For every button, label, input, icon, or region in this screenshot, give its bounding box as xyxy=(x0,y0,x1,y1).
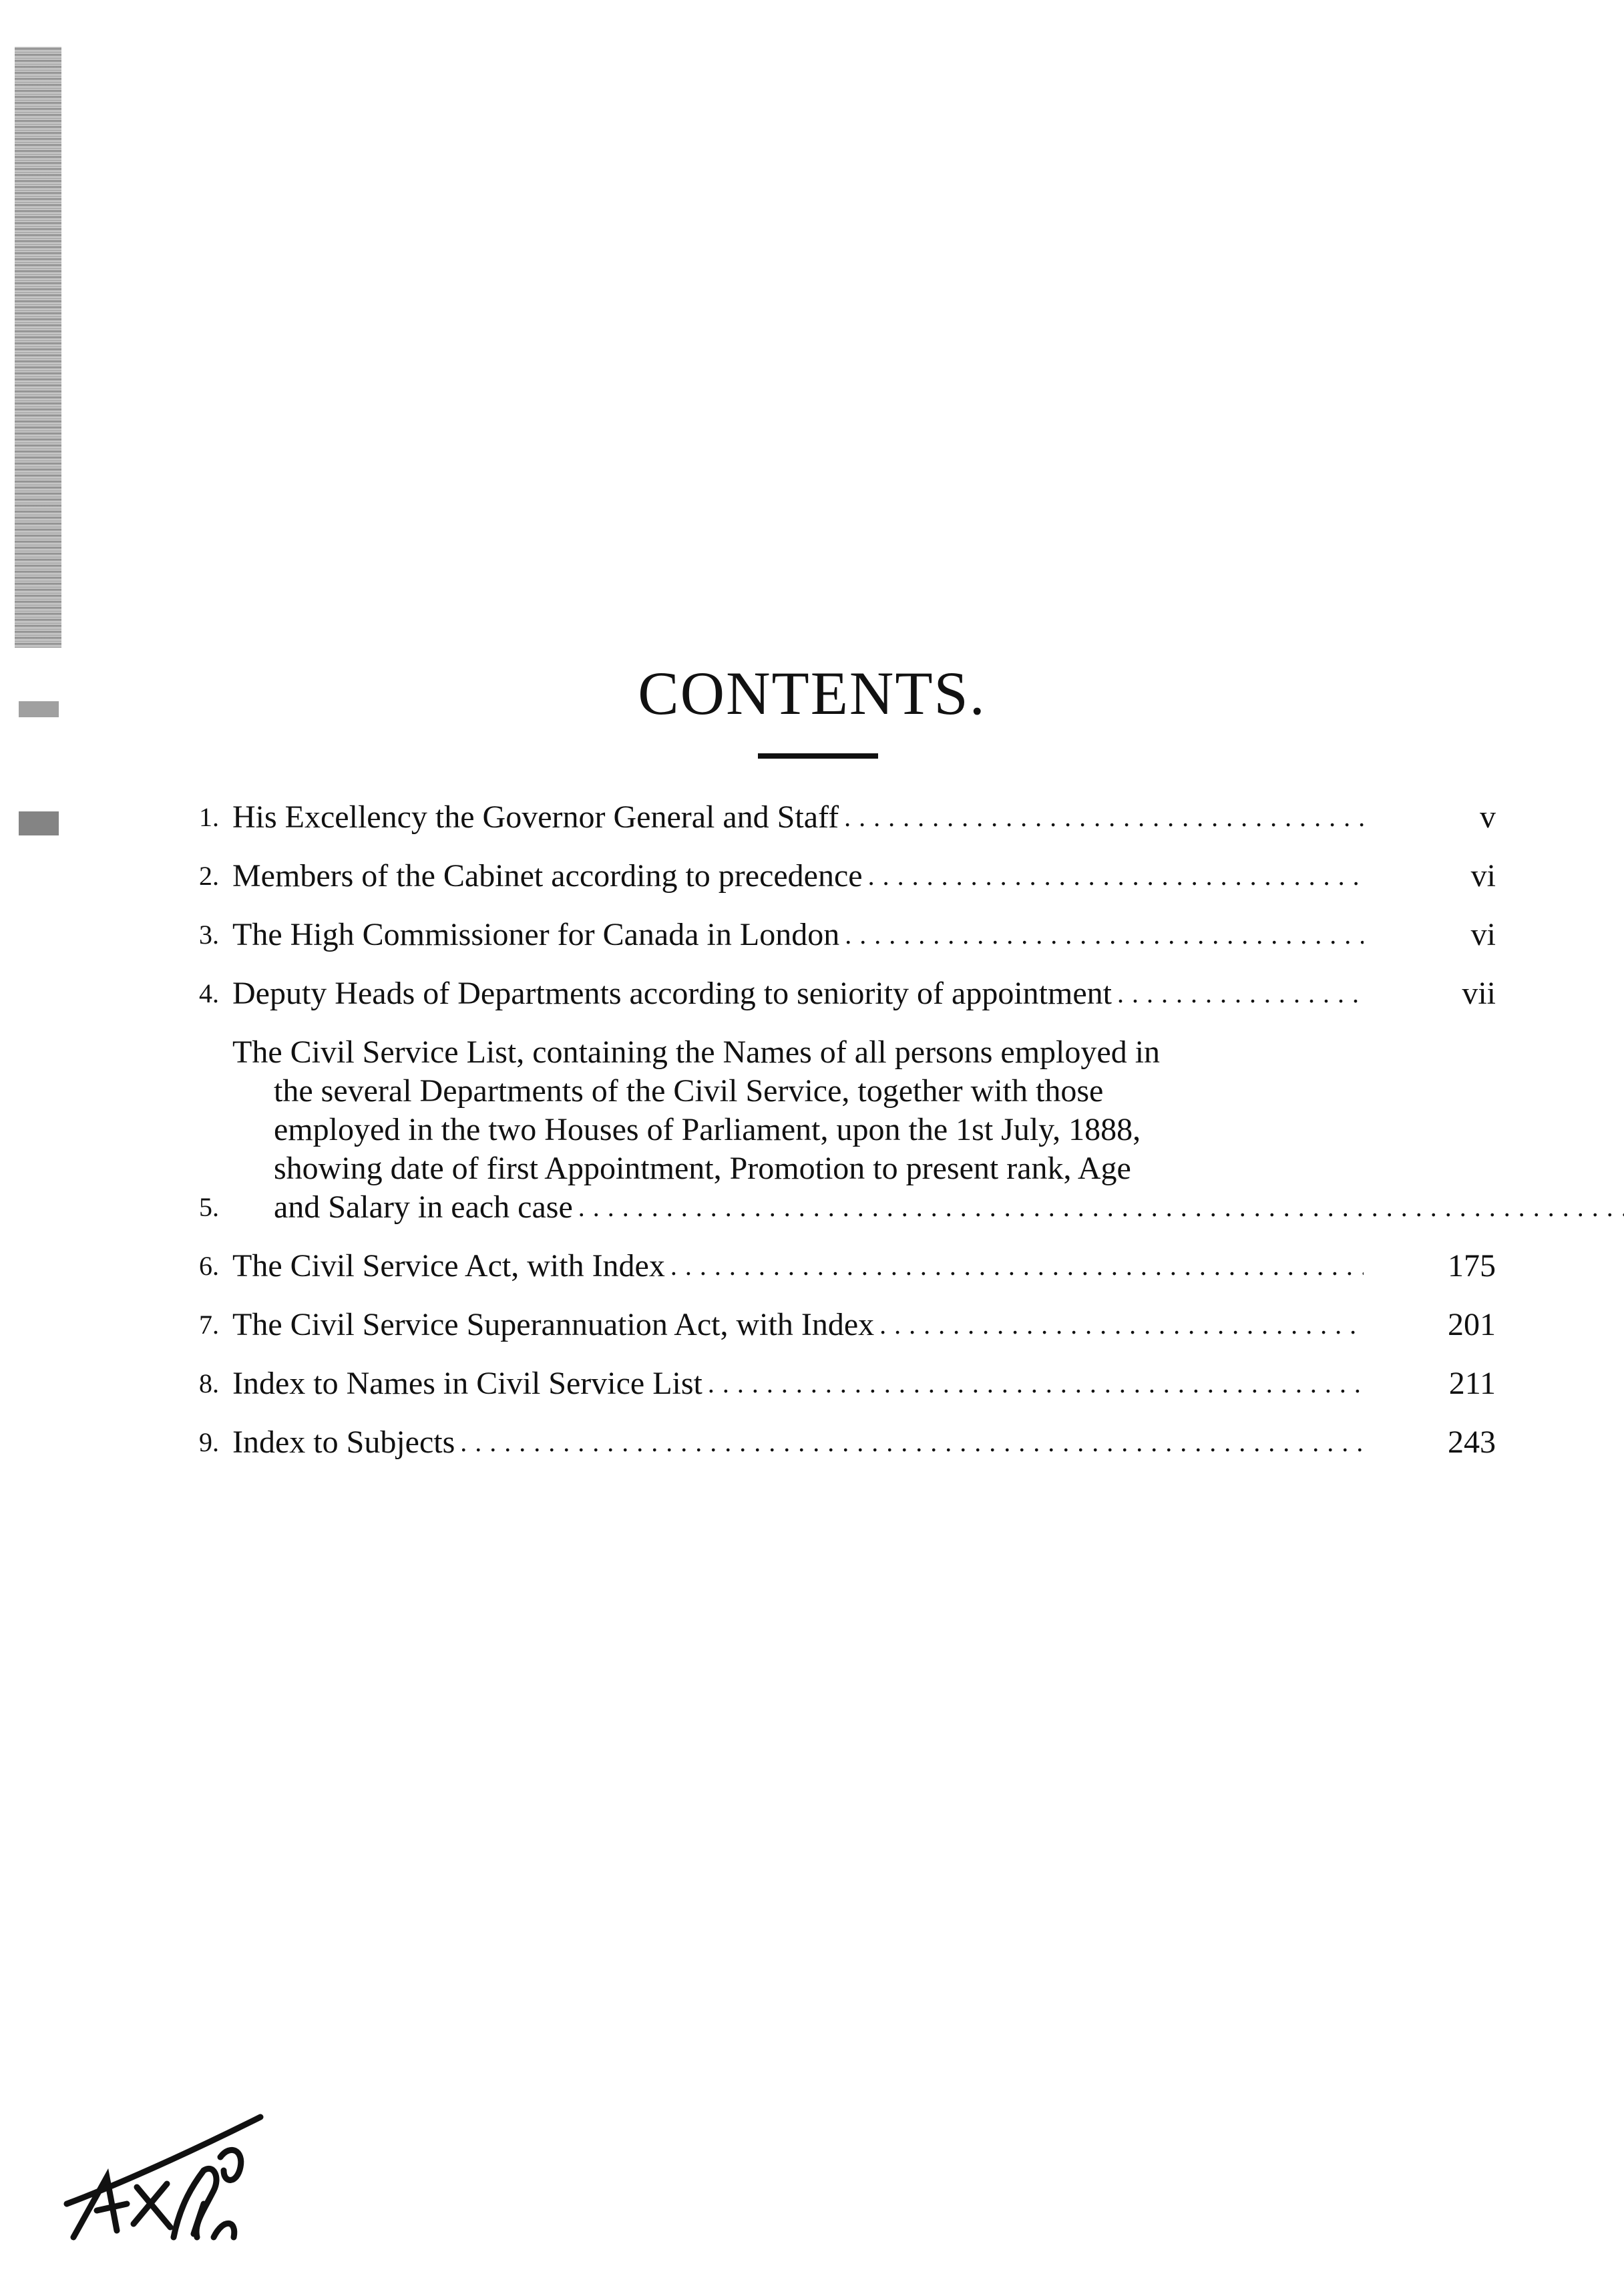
toc-title: Deputy Heads of Departments according to seniority of appointment xyxy=(232,976,1112,1011)
toc-number: 2. xyxy=(199,861,219,891)
page-title: CONTENTS. xyxy=(638,659,986,727)
toc-entry xyxy=(160,1423,1496,1462)
dot-leader xyxy=(578,1188,1624,1227)
toc-number: 9. xyxy=(199,1427,219,1457)
toc-title-line: and Salary in each case xyxy=(274,1189,573,1225)
toc-entry xyxy=(160,1364,1496,1403)
title-rule xyxy=(758,753,878,759)
toc-title-line: employed in the two Houses of Parliament, upon the 1st July, 1888, xyxy=(274,1112,1141,1147)
toc-number: 3. xyxy=(199,920,219,950)
toc-page-number: vi xyxy=(1470,917,1496,952)
dot-leader xyxy=(460,1423,1364,1462)
dot-leader xyxy=(844,798,1364,837)
toc-title-line: The Civil Service List, containing the Names of all persons employed in xyxy=(232,1034,1161,1070)
toc-entry xyxy=(160,1306,1496,1344)
dot-leader xyxy=(879,1306,1364,1344)
toc-number: 6. xyxy=(199,1251,219,1281)
dot-leader xyxy=(1117,974,1364,1013)
toc-number: 7. xyxy=(199,1310,219,1340)
toc-page-number: vi xyxy=(1470,858,1496,894)
toc-entry xyxy=(160,974,1496,1013)
toc-title: Members of the Cabinet according to precedence xyxy=(232,858,863,894)
toc-entry xyxy=(160,857,1496,896)
dot-leader xyxy=(670,1247,1364,1286)
toc-entry xyxy=(160,798,1496,837)
toc-number: 5. xyxy=(199,1192,219,1222)
toc-title: The Civil Service Superannuation Act, with Index xyxy=(232,1307,875,1342)
toc-title: Index to Subjects xyxy=(232,1424,455,1460)
toc-page-number: v xyxy=(1480,799,1496,835)
toc-number: 4. xyxy=(199,978,219,1008)
handwritten-accession-stamp xyxy=(60,2104,274,2257)
toc-page-number: 201 xyxy=(1448,1307,1496,1342)
toc-number: 1. xyxy=(199,802,219,832)
toc-page-number: 211 xyxy=(1448,1366,1496,1401)
toc-page-number: 243 xyxy=(1448,1424,1496,1460)
toc-page-number: vii xyxy=(1462,976,1496,1011)
toc-title-line: showing date of first Appointment, Promotion to present rank, Age xyxy=(274,1151,1131,1186)
toc-title-line: the several Departments of the Civil Service, together with those xyxy=(274,1073,1104,1109)
toc-entry xyxy=(160,1033,1496,1227)
toc-number: 8. xyxy=(199,1368,219,1398)
dot-leader xyxy=(708,1364,1364,1403)
toc-entry xyxy=(160,1247,1496,1286)
toc-title: The Civil Service Act, with Index xyxy=(232,1248,665,1284)
toc-title: His Excellency the Governor General and Staff xyxy=(232,799,839,835)
toc-multiline-title xyxy=(232,1033,1624,1227)
toc-title: Index to Names in Civil Service List xyxy=(232,1366,702,1401)
dot-leader xyxy=(845,916,1364,954)
toc-entry xyxy=(160,916,1496,954)
table-of-contents xyxy=(160,798,1496,1482)
binding-strip xyxy=(15,47,61,648)
toc-page-number: 175 xyxy=(1448,1248,1496,1284)
dot-leader xyxy=(868,857,1364,896)
binding-mark xyxy=(19,811,59,835)
toc-title: The High Commissioner for Canada in London xyxy=(232,917,840,952)
